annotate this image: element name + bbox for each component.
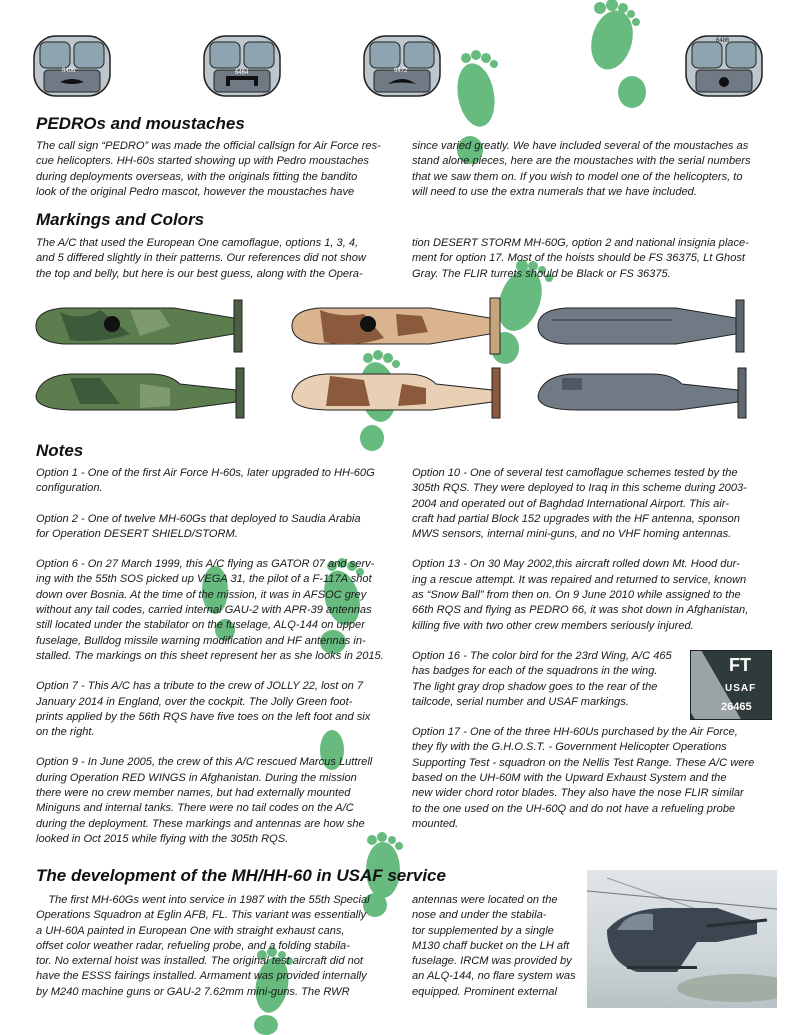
text-line: Option 10 - One of several test camoflague schemes tested by the	[412, 467, 738, 479]
note-option-9	[36, 755, 408, 847]
text-line: prints applied by the 56th RQS have five toes on the left foot and six	[36, 710, 371, 723]
text-line: M130 chaff bucket on the LH aft	[412, 939, 570, 952]
text-line: has badges for each of the squadrons in the wing.	[412, 665, 658, 678]
text-line: The light gray drop shadow goes to the rear of the	[412, 680, 658, 693]
text-line: tion DESERT STORM MH-60G, option 2 and national insignia place-	[412, 237, 749, 249]
text-line: since varied greatly. We have included several of the moustaches as	[412, 140, 749, 152]
pedro-text-left	[36, 139, 396, 200]
text-line: tor. No external hoist was installed. The original test aircraft did not	[36, 955, 364, 968]
text-line: new wider chord rotor blades. They also have the nose FLIR similar	[412, 787, 744, 800]
note-option-6	[36, 557, 408, 664]
text-line: still located under the stabilator on the fuselage, ALQ-144 on upper	[36, 619, 365, 632]
notes-left-column	[36, 466, 408, 847]
text-line: antennas were located on the	[412, 894, 558, 906]
notes-heading: Notes	[36, 441, 84, 460]
text-line: Gray. The FLIR turrets should be Black or FS 36375.	[412, 267, 671, 280]
text-line: during the deployment. These markings and antennas are how she	[36, 817, 365, 830]
note-option-13	[412, 557, 772, 633]
text-line: an ALQ-144, no flare system was	[412, 970, 576, 983]
nose-serial: 6472	[394, 68, 408, 74]
nose-serial: 6464	[235, 70, 249, 76]
tail-serial: 26465	[721, 701, 752, 713]
text-line: as “Snow Ball” from then on. On 9 June 2010 while assigned to the	[412, 589, 741, 602]
heli-euro-top	[30, 296, 260, 356]
note-option-7	[36, 679, 408, 740]
text-line: during Operation RED WINGS in Afghanistan. During the mission	[36, 771, 357, 784]
text-line: Option 2 - One of twelve MH-60Gs that deployed to Saudia Arabia	[36, 512, 361, 525]
text-line: ing with the 55th SOS picked up VEGA 31, the pilot of a F-117A shot	[36, 573, 372, 586]
nose-view-1	[30, 30, 114, 102]
text-line: 2004 and operated out of Baghdad International Airport. This air-	[412, 497, 730, 510]
heli-desert-top	[286, 296, 516, 356]
text-line: The call sign “PEDRO” was made the official callsign for Air Force res-	[36, 140, 381, 152]
text-line: a UH-60A painted in European One with straight exhaust cans,	[36, 924, 345, 937]
text-line: Option 17 - One of the three HH-60Us purchased by the Air Force,	[412, 726, 738, 739]
markings-heading: Markings and Colors	[36, 210, 205, 229]
text-line: Supporting Test - squadron on the Nellis Test Range. These A/C were	[412, 756, 755, 769]
text-line: looked in Oct 2015 while flying with the 305th RQS.	[36, 832, 289, 845]
text-line: Option 16 - The color bird for the 23rd Wing, A/C 465	[412, 649, 672, 662]
text-line: tailcode, serial number and USAF markings.	[412, 695, 629, 708]
markings-text-right	[412, 236, 772, 282]
text-line: mounted.	[412, 817, 459, 830]
text-line: January 2014 in England, over the cockpit. The Jolly Green foot-	[36, 695, 353, 708]
text-line: fuselage, Bulldog missile warning modification and HF antennas in-	[36, 634, 366, 647]
pedro-text-right	[412, 139, 772, 200]
text-line: ment for option 17. Most of the hoists should be FS 36375, Lt Ghost	[412, 252, 746, 265]
text-line: stalled. The markings on this sheet represent her as she looks in 2015.	[36, 649, 384, 662]
nose-view-4	[682, 30, 766, 102]
heli-desert-side	[286, 364, 516, 424]
text-line: and 5 differed slightly in their patterns. Our references did not show	[36, 252, 366, 265]
nose-view-3	[360, 30, 444, 102]
text-line: Miniguns and internal tanks. There were no tail codes on the A/C	[36, 802, 354, 815]
tail-usaf: USAF	[725, 683, 757, 694]
markings-text-left	[36, 236, 396, 282]
text-line: configuration.	[36, 482, 103, 495]
helicopter-plan-views	[30, 296, 780, 426]
text-line: Option 7 - This A/C has a tribute to the crew of JOLLY 22, lost on 7	[36, 680, 364, 693]
text-line: Option 6 - On 27 March 1999, this A/C flying as GATOR 07 and serv-	[36, 558, 375, 571]
text-line: have the ESSS fairings installed. Armament was provided internally	[36, 970, 367, 983]
development-text-left	[36, 893, 408, 1000]
text-line: Operations Squadron at Eglin AFB, FL. This variant was essentially	[36, 909, 367, 922]
text-line: The A/C that used the European One camoflague, options 1, 3, 4,	[36, 237, 359, 249]
text-line: down over Bosnia. At the time of the mission, it was in AFSOC grey	[36, 588, 367, 601]
heli-grey-top	[532, 296, 762, 356]
note-option-1	[36, 466, 408, 497]
text-line: will need to use the extra numerals that we have included.	[412, 185, 697, 198]
text-line: nose and under the stabila-	[412, 909, 547, 922]
text-line: stand alone pieces, here are the moustaches with the serial numbers	[412, 155, 751, 168]
text-line: on the right.	[36, 726, 95, 739]
text-line: the top and belly, but here is our best guess, along with the Opera-	[36, 267, 363, 280]
text-line: there were no crew member names, but had externally mounted	[36, 787, 351, 800]
text-line: without any tail codes, carried internal GAU-2 with APR-39 antennas	[36, 604, 372, 617]
text-line: killing five with two other crew members seriously injured.	[412, 619, 694, 632]
text-line: they fly with the G.H.O.S.T. - Government Helicopter Operations	[412, 741, 727, 754]
text-line: that we saw them on. If you wish to model one of the helicopters, to	[412, 170, 743, 183]
text-line: fuselage. IRCM was provided by	[412, 955, 572, 968]
nose-serial: 6486	[716, 38, 730, 44]
text-line: based on the UH-60M with the Upward Exhaust System and the	[412, 772, 727, 785]
heli-grey-side	[532, 364, 762, 424]
heli-euro-side	[30, 364, 260, 424]
tail-code-letters: FT	[729, 655, 751, 675]
text-line: 305th RQS. They were deployed to Iraq in this scheme during 2003-	[412, 482, 747, 495]
nose-views-row	[30, 30, 770, 104]
text-line: craft had partial Block 152 upgrades with the HF antenna, sponson	[412, 512, 740, 525]
text-line: look of the original Pedro mascot, however the moustaches have	[36, 185, 355, 198]
text-line: 66th RQS and flying as PEDRO 66, it was shot down in Afghanistan,	[412, 604, 749, 617]
text-line: The first MH-60Gs went into service in 1987 with the 55th Special	[36, 894, 370, 906]
note-option-17	[412, 725, 772, 832]
text-line: Option 1 - One of the first Air Force H-60s, later upgraded to HH-60G	[36, 467, 375, 479]
text-line: offset color weather radar, refueling probe, and a folding stabila-	[36, 939, 350, 952]
text-line: for Operation DESERT SHIELD/STORM.	[36, 527, 238, 540]
nose-view-2	[200, 30, 284, 102]
note-option-2	[36, 512, 408, 543]
development-heading: The development of the MH/HH-60 in USAF service	[36, 866, 446, 885]
pedro-heading: PEDROs and moustaches	[36, 114, 245, 133]
note-option-10	[412, 466, 772, 542]
text-line: tor supplemented by a single	[412, 924, 554, 937]
text-line: MWS sensors, internal mini-guns, and no VHF homing antennas.	[412, 528, 732, 541]
text-line: ing a rescue attempt. It was repaired and returned to service, known	[412, 573, 747, 586]
text-line: Option 9 - In June 2005, the crew of this A/C rescued Marcus Luttrell	[36, 756, 373, 769]
text-line: equipped. Prominent external	[412, 985, 557, 998]
text-line: by M240 machine guns or GAU-2 7.62mm mini-guns. The RWR	[36, 985, 350, 998]
tail-code-inset	[690, 650, 772, 720]
text-line: to the one used on the UH-60Q and do not have a refueling probe	[412, 802, 736, 815]
helicopter-photo	[587, 870, 777, 1008]
nose-serial: 6406	[62, 68, 76, 74]
development-text-right	[412, 893, 582, 1000]
text-line: Option 13 - On 30 May 2002,this aircraft rolled down Mt. Hood dur-	[412, 558, 740, 571]
text-line: during deployments overseas, with the originals fitting the bandito	[36, 170, 358, 183]
text-line: cue helicopters. HH-60s started showing up with Pedro moustaches	[36, 155, 369, 168]
